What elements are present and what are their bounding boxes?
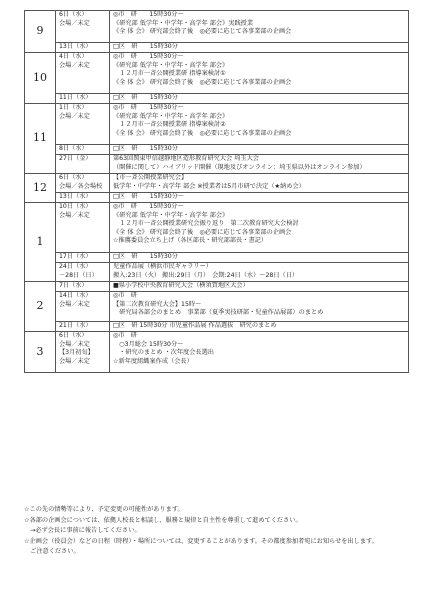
content-cell — [110, 193, 409, 203]
content-text: ◎市 研 15時30分～ — [113, 11, 184, 18]
month-label: 10 — [25, 53, 56, 104]
content-text: （開催に関して）ハイブリッド開催（現地及びオンライン：埼玉県以外はオンライン参加） — [113, 163, 366, 171]
date-text: 会場／未定 — [59, 211, 90, 219]
content-text: 低学年・中学年・高学年 部会 ※授業者は5月市研で決定（★納め会） — [113, 182, 305, 190]
content-text: 《研究部 低学年・中学年・高学年 部会》 — [113, 211, 229, 219]
content-text: ◎市 研 15時30分～ — [113, 53, 184, 60]
date-text: 13日（水） — [59, 193, 92, 200]
content-cell — [110, 322, 409, 332]
date-text: 会場／未定 — [59, 357, 90, 365]
date-text: 14日（水） — [59, 292, 92, 299]
content-cell — [110, 43, 409, 53]
month-label: 1 — [25, 203, 56, 282]
content-text: ○3月総会 15時30分～ — [113, 340, 184, 348]
date-cell — [56, 104, 110, 145]
month-label: 3 — [25, 332, 56, 373]
date-text: 会場／各会場校 — [59, 182, 103, 190]
schedule-row — [25, 322, 409, 332]
content-text: 《研究部 低学年・中学年・高学年 部会》実践授業 — [113, 19, 254, 27]
date-text: 会場／未定 — [59, 340, 90, 348]
date-cell — [56, 322, 110, 332]
date-cell — [56, 203, 110, 253]
content-text: 児童作品展（横浜市民ギャラリー） — [113, 263, 212, 270]
content-text: 【市一斉公開授業研究会】 — [113, 174, 188, 181]
content-text: ◎市 研 15時30分～ — [113, 203, 184, 210]
content-text: ◎市 研 — [113, 292, 137, 299]
date-cell — [56, 332, 110, 373]
month-label: 12 — [25, 174, 56, 203]
date-cell — [56, 155, 110, 174]
date-text: 会場／未定 — [59, 300, 90, 308]
schedule-row — [25, 94, 409, 104]
date-cell — [56, 43, 110, 53]
content-cell — [110, 53, 409, 94]
date-text: 27日（金） — [59, 155, 92, 162]
schedule-row — [25, 53, 409, 94]
content-text: １２月市一斉公開授業研究会振り返り 第二次教育研究大会検討 — [113, 220, 299, 228]
content-cell — [110, 174, 409, 193]
content-text: ☆推薦委員会立ち上げ（各区部長・研究部部長・書記） — [113, 237, 268, 245]
content-text: □区 研 15時30分 — [113, 94, 178, 101]
note-line: ☆この先の情勢等により、予定変更の可能性があります。 — [24, 506, 184, 513]
date-cell — [56, 253, 110, 263]
content-cell — [110, 263, 409, 282]
schedule-row — [25, 282, 409, 292]
note-line: ☆各部の企画会については、依拠人校長と相談し、服務と規律と自主性を尊重して進めてください。 — [24, 516, 302, 524]
date-text: 6日（水） — [59, 174, 88, 181]
content-text: □区 研 15時30分～ — [113, 193, 185, 200]
date-text: 7日（水） — [59, 282, 88, 289]
date-cell — [56, 53, 110, 94]
content-text: 《研究部 低学年・中学年・高学年 部会》 — [113, 112, 229, 120]
date-text: 【3月初旬】 — [59, 349, 94, 357]
schedule-row — [25, 145, 409, 155]
date-text: 21日（水） — [59, 322, 92, 329]
content-text: □区 研 15時30分 — [113, 253, 178, 260]
content-text: 研究局各部会のまとめ 事業部（夏季実技研部・児童作品展部）のまとめ — [113, 309, 324, 317]
date-cell — [56, 11, 110, 43]
content-text: ◎市 研 — [113, 332, 137, 339]
date-cell — [56, 174, 110, 193]
content-cell — [110, 332, 409, 373]
schedule-row — [25, 253, 409, 263]
date-text: 6日（水） — [59, 332, 88, 339]
date-text: 会場／未定 — [59, 19, 90, 27]
month-label: 9 — [25, 11, 56, 53]
content-cell — [110, 282, 409, 292]
month-label: 2 — [25, 282, 56, 332]
date-text: 8日（水） — [59, 145, 88, 152]
content-text: 《研究部 低学年・中学年・高学年 部会》 — [113, 61, 229, 69]
content-cell — [110, 145, 409, 155]
date-text: 11日（水） — [59, 94, 92, 101]
date-text: 24日（水） — [59, 263, 92, 270]
schedule-row — [25, 263, 409, 282]
content-text: □区 研 15時30分 — [113, 43, 178, 50]
date-text: －28日（日） — [59, 271, 98, 279]
content-text: 《全 体 会》 研究部会終了後 ◎必要に応じて各事業部の企画会 — [113, 78, 292, 86]
content-cell — [110, 253, 409, 263]
content-text: 【第二次教育研究大会】15時～ — [113, 300, 202, 308]
content-text: 第63回関東甲信越静地区造形教育研究大会 埼玉大会 — [113, 155, 259, 162]
content-text: １２月市一斉公開授業研 指導案検討① — [113, 70, 226, 78]
date-text: 17日（水） — [59, 253, 92, 260]
content-text: ・研究のまとめ ・次年度会長選出 — [113, 349, 214, 357]
schedule-row — [25, 43, 409, 53]
date-text: 13日（水） — [59, 43, 92, 50]
schedule-row — [25, 104, 409, 145]
content-text: １２月市一斉公開授業研 指導案検討② — [113, 121, 226, 129]
date-cell — [56, 94, 110, 104]
content-cell — [110, 203, 409, 253]
content-text: ◎市 研 15時30分～ — [113, 104, 184, 111]
schedule-row — [25, 174, 409, 193]
schedule-row — [25, 155, 409, 174]
schedule-row — [25, 193, 409, 203]
schedule-row — [25, 292, 409, 322]
schedule-row — [25, 11, 409, 43]
date-cell — [56, 282, 110, 292]
date-cell — [56, 263, 110, 282]
content-text: 搬入:23日（火） 搬出:29日（月） 会期:24日（水）～28日（日） — [113, 271, 299, 279]
month-label: 11 — [25, 104, 56, 174]
content-cell — [110, 11, 409, 43]
date-text: 4日（水） — [59, 53, 88, 60]
date-cell — [56, 145, 110, 155]
note-line: ご注意ください。 — [24, 548, 80, 555]
date-text: 1日（水） — [59, 104, 88, 111]
note-line: ☆企画会（役員会）などの日程（時程）・場所については、変更することがあります。その都度参加者宛にお知らせを出します。 — [24, 537, 378, 545]
content-cell — [110, 94, 409, 104]
content-text: 《全 体 会》 研究部会終了後 ◎必要に応じて各事業部の企画会 — [113, 129, 292, 137]
date-text: 6日（水） — [59, 11, 88, 18]
date-text: 会場／未定 — [59, 61, 90, 69]
content-text: ■県小学校中央教育研究大会（横須賀地区大会） — [113, 282, 249, 289]
date-cell — [56, 193, 110, 203]
date-text: 10日（水） — [59, 203, 92, 210]
content-text: □区 研 15時30分 — [113, 145, 178, 152]
content-text: 《全 体 会》 研究部会終了後 ◎必要に応じて各事業部の企画会 — [113, 228, 292, 236]
content-text: □区 研 15時30分 市児童作品展 作品選抜 研究のまとめ — [113, 322, 277, 329]
date-cell — [56, 292, 110, 322]
content-cell — [110, 155, 409, 174]
content-text: 《全 体 会》 研究部会終了後 ◎必要に応じて各事業部の企画会 — [113, 28, 292, 36]
notes-section — [24, 505, 414, 558]
schedule-row — [25, 332, 409, 373]
content-text: ☆新年度組織案作成（会長） — [113, 357, 193, 365]
content-cell — [110, 292, 409, 322]
schedule-row — [25, 203, 409, 253]
schedule-table — [24, 10, 409, 373]
content-cell — [110, 104, 409, 145]
note-line: →必ず会長に事前に報告してください。 — [24, 527, 141, 534]
date-text: 会場／未定 — [59, 112, 90, 120]
